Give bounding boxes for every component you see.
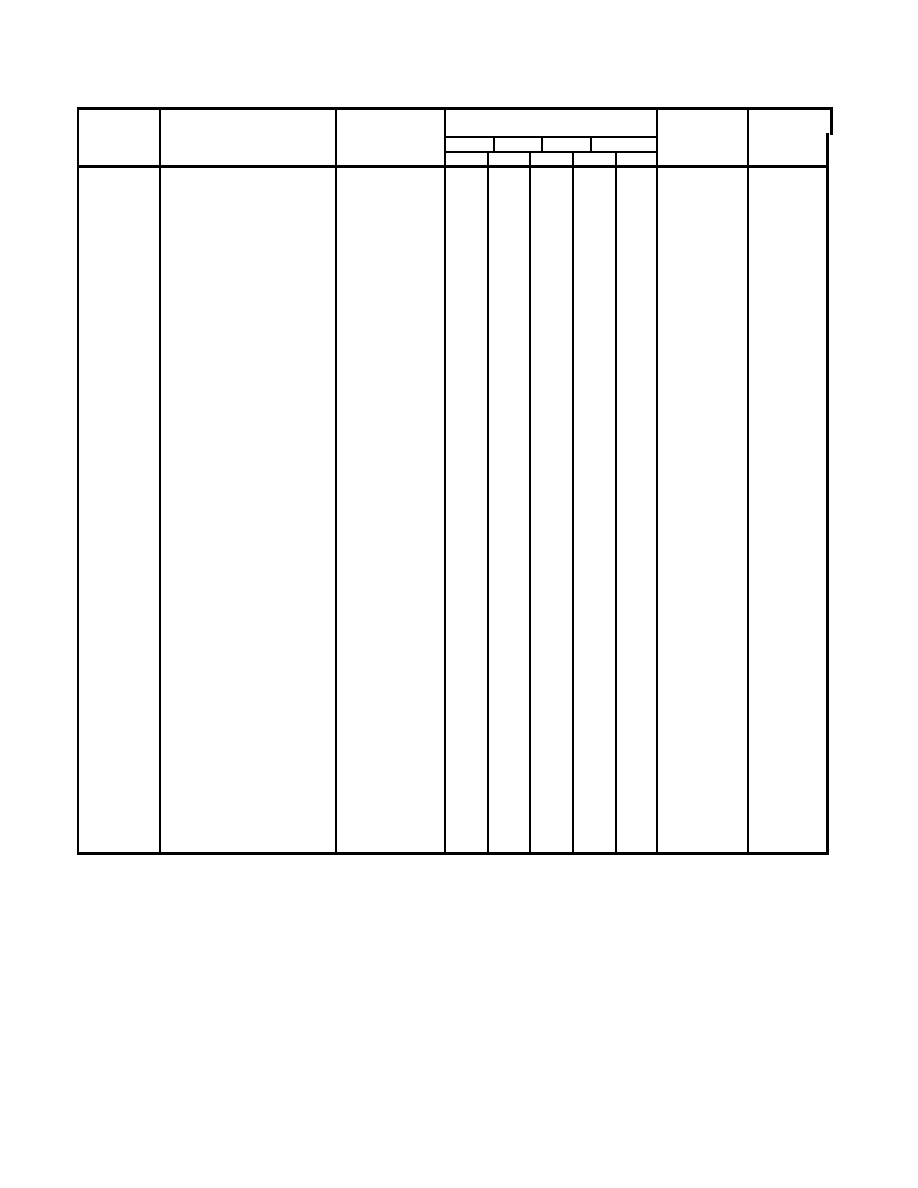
col-divider-1 <box>159 107 161 855</box>
header-group-span-cell <box>444 107 656 136</box>
header-group-sub-cell-5 <box>615 151 656 166</box>
group-subrow-divider <box>444 151 658 153</box>
table-left-border <box>77 107 79 855</box>
header-group-sub-cell-2 <box>487 151 529 166</box>
header-group-sub-cell-3 <box>529 151 572 166</box>
table-top-border <box>77 107 833 110</box>
table-bottom-border <box>77 852 829 855</box>
narrow-col-divider-2 <box>529 151 531 855</box>
body-column-2 <box>159 169 335 852</box>
header-bottom-rule <box>77 165 829 168</box>
mid-row-divider-1 <box>493 136 495 153</box>
body-column-1 <box>77 169 159 852</box>
body-column-9 <box>656 169 747 852</box>
header-cell-col10 <box>747 107 828 166</box>
narrow-col-divider-4 <box>615 151 617 855</box>
group-span-bottom-rule <box>444 136 658 138</box>
body-column-5 <box>487 169 529 852</box>
header-cell-col9 <box>656 107 747 166</box>
header-group-mid-cell-1 <box>444 136 493 151</box>
group-left-divider <box>444 107 446 855</box>
header-cell-col3 <box>335 107 444 166</box>
header-group-mid-cell-4 <box>590 136 656 151</box>
mid-row-divider-2 <box>541 136 543 153</box>
header-cell-col1 <box>77 107 159 166</box>
body-column-3 <box>335 169 444 852</box>
col-divider-9 <box>747 107 749 855</box>
narrow-col-divider-3 <box>572 151 574 855</box>
body-column-10 <box>747 169 828 852</box>
header-group-mid-cell-2 <box>493 136 541 151</box>
body-column-7 <box>572 169 615 852</box>
mid-row-divider-3 <box>590 136 592 153</box>
header-group-mid-cell-3 <box>541 136 590 151</box>
narrow-col-divider-1 <box>487 151 489 855</box>
col-divider-2 <box>335 107 337 855</box>
header-group-sub-cell-4 <box>572 151 615 166</box>
body-column-6 <box>529 169 572 852</box>
header-cell-col2 <box>159 107 335 166</box>
group-right-divider <box>656 107 658 855</box>
body-column-8 <box>615 169 656 852</box>
header-group-sub-cell-1 <box>444 151 487 166</box>
body-column-4 <box>444 169 487 852</box>
table-right-border-upper <box>830 107 833 135</box>
table-right-border-lower <box>826 133 829 855</box>
